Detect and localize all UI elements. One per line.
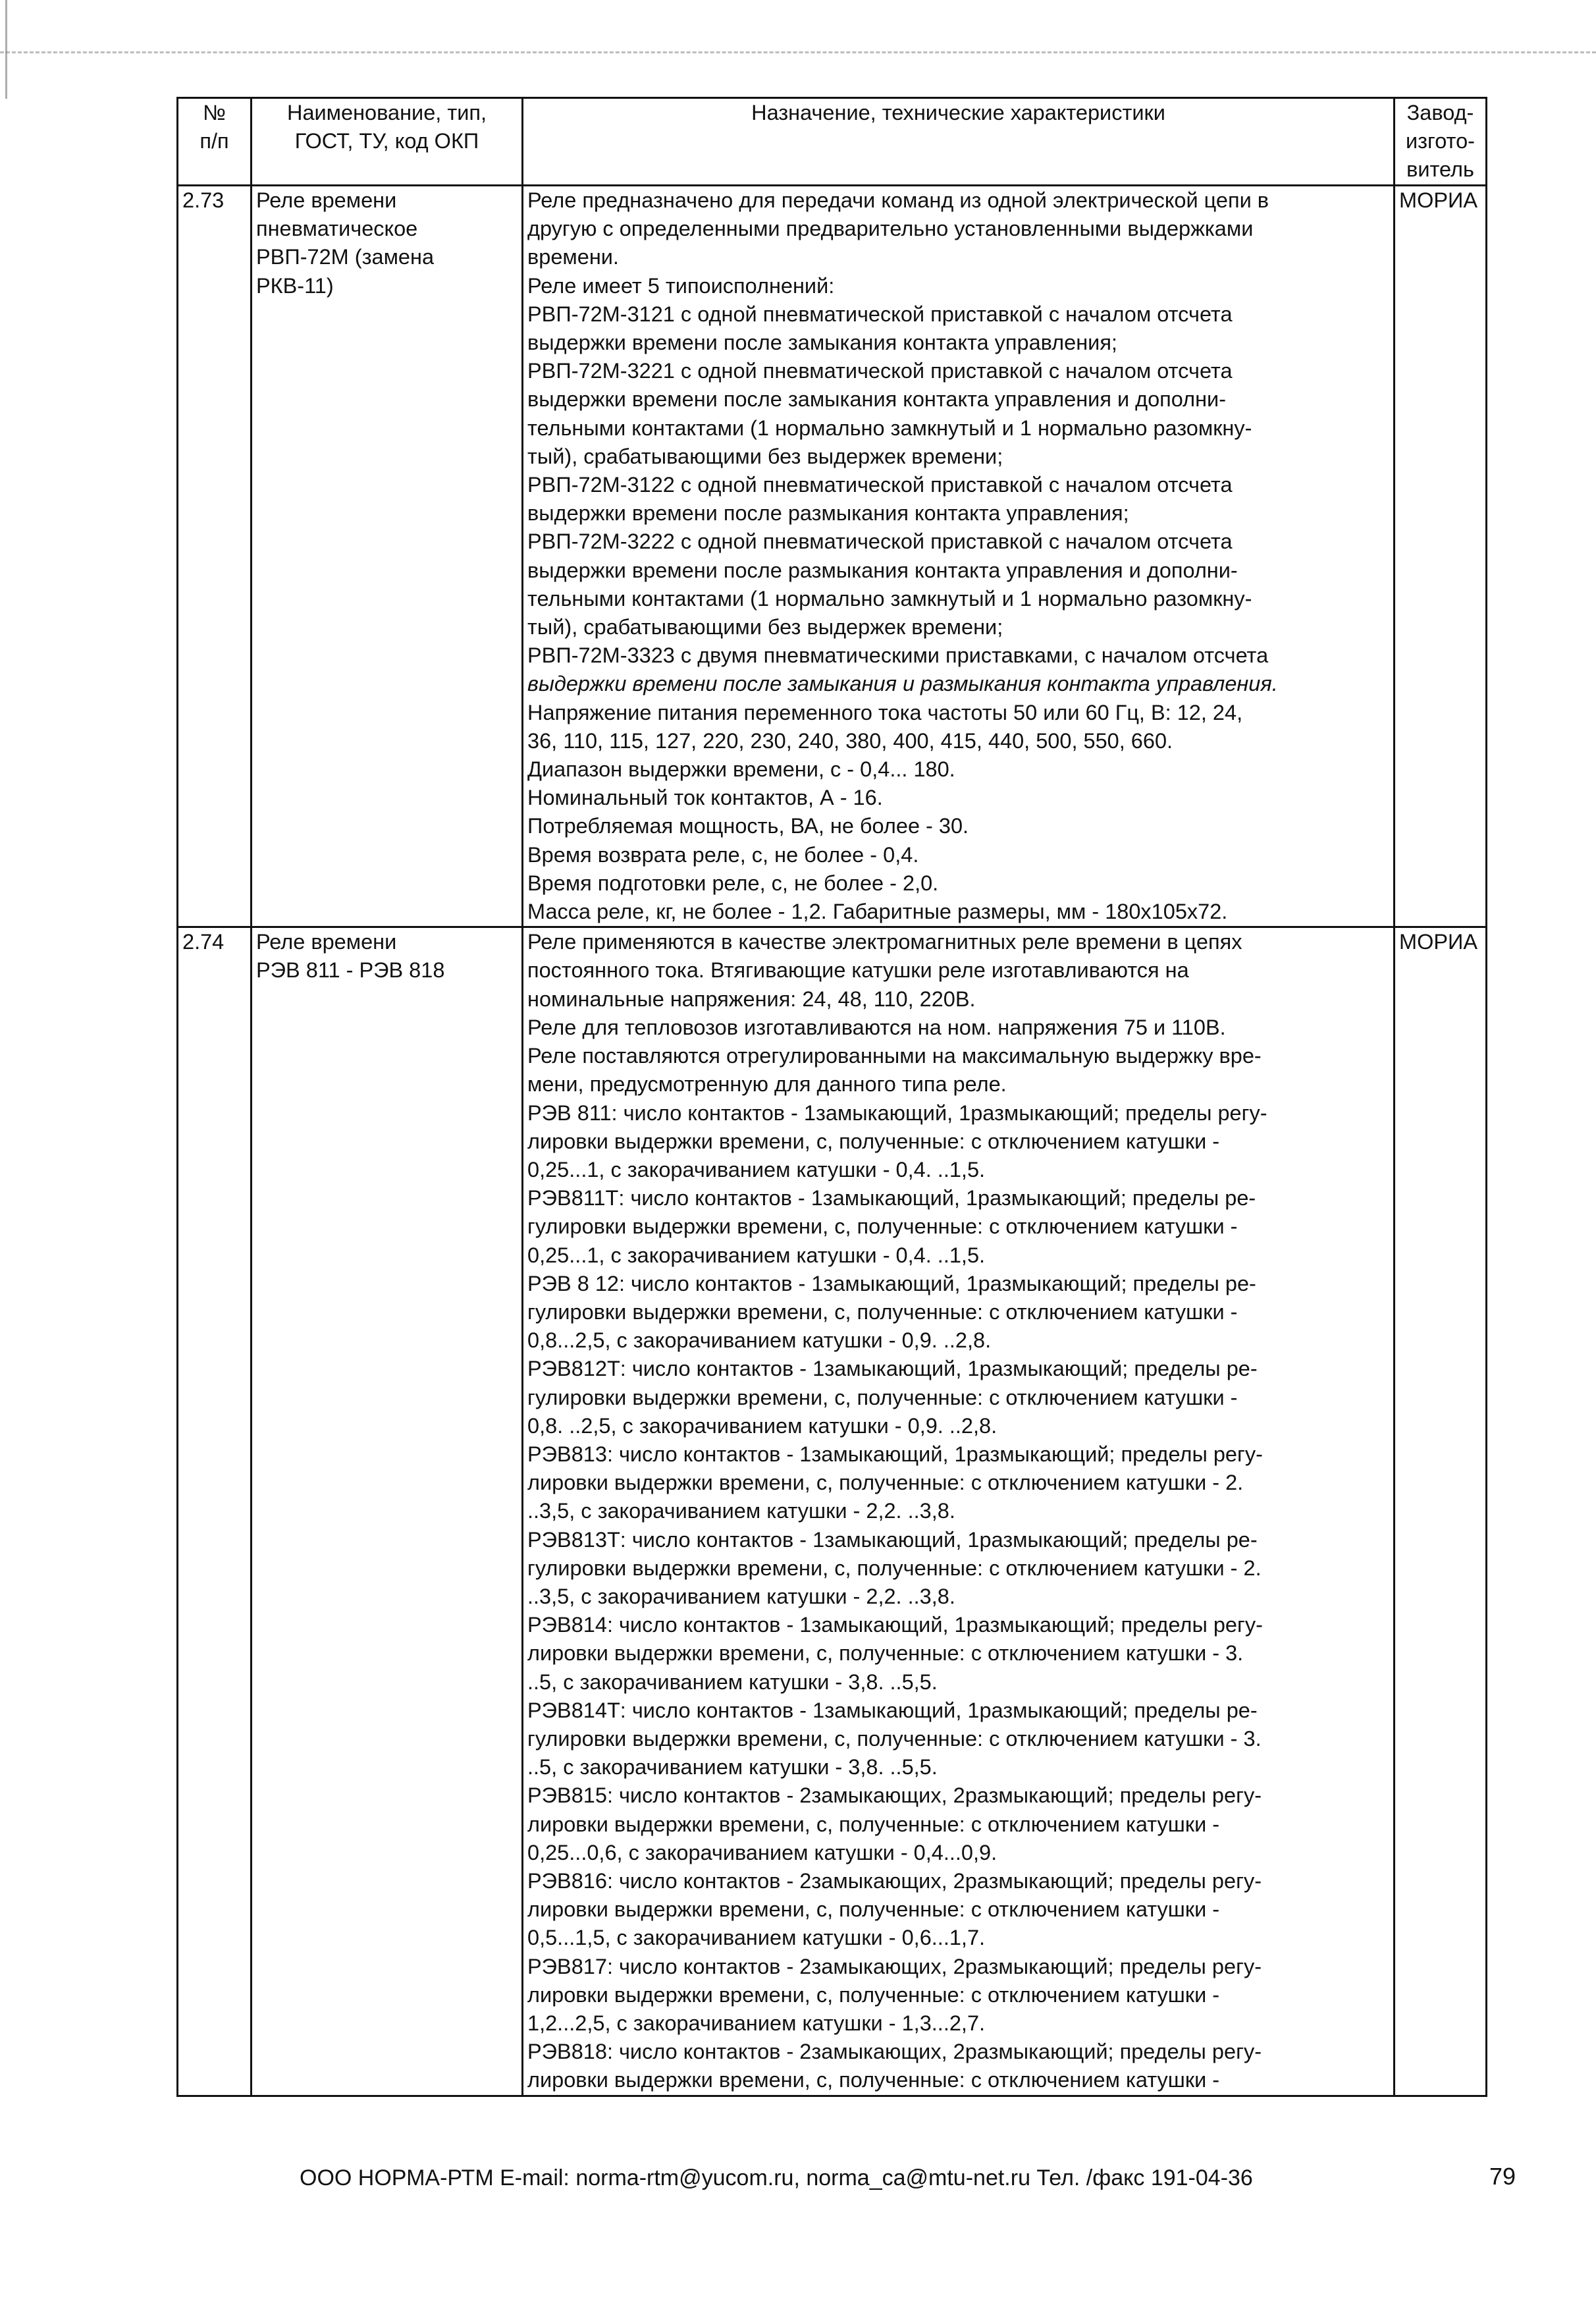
- scan-artifact-edge: [5, 0, 7, 99]
- description-line: тельными контактами (1 нормально замкнутый и 1 нормально разомкну-: [527, 586, 1252, 611]
- description-line: выдержки времени после размыкания контакта управления и дополни-: [527, 558, 1238, 582]
- description-line: лировки выдержки времени, с, полученные: с отключением катушки -: [527, 1897, 1220, 1922]
- page-number: 79: [1489, 2163, 1516, 2190]
- description-line: РЭВ814Т: число контактов - 1замыкающий, 1размыкающий; пределы ре-: [527, 1698, 1258, 1722]
- description-line: лировки выдержки времени, с, полученные: с отключением катушки -: [527, 1982, 1220, 2007]
- row-manufacturer: МОРИА: [1395, 186, 1487, 927]
- description-line: РЭВ817: число контактов - 2замыкающих, 2размыкающий; пределы регу-: [527, 1954, 1262, 1978]
- header-num: № п/п: [178, 98, 252, 186]
- description-line: постоянного тока. Втягивающие катушки реле изготавливаются на: [527, 958, 1189, 983]
- description-line: Потребляемая мощность, ВА, не более - 30.: [527, 814, 969, 838]
- description-line: выдержки времени после замыкания и размыкания контакта управления.: [527, 672, 1278, 696]
- description-line: мени, предусмотренную для данного типа реле.: [527, 1072, 1007, 1097]
- description-line: Время подготовки реле, с, не более - 2,0.: [527, 871, 939, 895]
- description-line: 36, 110, 115, 127, 220, 230, 240, 380, 400, 415, 440, 500, 550, 660.: [527, 728, 1173, 753]
- description-line: Масса реле, кг, не более - 1,2. Габаритные размеры, мм - 180x105x72.: [527, 900, 1228, 924]
- table-row: [178, 927, 1487, 2096]
- description-line: 0,5...1,5, с закорачиванием катушки - 0,6...1,7.: [527, 1926, 986, 1950]
- row-item-name: [252, 927, 523, 2096]
- description-line: РЭВ 8 12: число контактов - 1замыкающий, 1размыкающий; пределы ре-: [527, 1271, 1256, 1295]
- description-line: РЭВ814: число контактов - 1замыкающий, 1размыкающий; пределы регу-: [527, 1613, 1263, 1637]
- header-maker: Завод- изгото- витель: [1395, 98, 1487, 186]
- description-line: Реле для тепловозов изготавливаются на ном. напряжения 75 и 110В.: [527, 1015, 1226, 1039]
- description-line: Реле имеет 5 типоисполнений:: [527, 273, 835, 298]
- header-name: Наименование, тип, ГОСТ, ТУ, код ОКП: [252, 98, 523, 186]
- description-line: гулировки выдержки времени, с, полученные: с отключением катушки -: [527, 1214, 1238, 1239]
- item-name-line: РВП-72М (замена: [256, 245, 435, 269]
- table-row: [178, 186, 1487, 927]
- description-line: тельными контактами (1 нормально замкнутый и 1 нормально разомкну-: [527, 416, 1252, 440]
- description-line: РЭВ813Т: число контактов - 1замыкающий, 1размыкающий; пределы ре-: [527, 1527, 1258, 1552]
- description-line: Напряжение питания переменного тока частоты 50 или 60 Гц, В: 12, 24,: [527, 700, 1243, 724]
- spec-table: [176, 97, 1487, 2097]
- description-line: ..3,5, с закорачиванием катушки - 2,2. ..3,8.: [527, 1584, 955, 1608]
- description-line: выдержки времени после размыкания контакта управления;: [527, 501, 1129, 526]
- description-line: Реле предназначено для передачи команд из одной электрической цепи в: [527, 188, 1269, 212]
- description-line: Диапазон выдержки времени, с - 0,4... 180.: [527, 757, 955, 782]
- description-line: 0,25...1, с закорачиванием катушки - 0,4. ..1,5.: [527, 1157, 986, 1182]
- description-line: гулировки выдержки времени, с, полученные: с отключением катушки - 3.: [527, 1726, 1262, 1751]
- description-line: гулировки выдержки времени, с, полученные: с отключением катушки - 2.: [527, 1556, 1262, 1580]
- scan-artifact-line: [0, 51, 1596, 53]
- description-line: тый), срабатывающими без выдержек времени;: [527, 444, 1003, 468]
- description-line: ..5, с закорачиванием катушки - 3,8. ..5,5.: [527, 1755, 938, 1779]
- description-line: лировки выдержки времени, с, полученные: с отключением катушки - 2.: [527, 1471, 1244, 1495]
- description-line: РВП-72М-3323 с двумя пневматическими приставками, с началом отсчета: [527, 643, 1269, 668]
- item-name-line: РЭВ 811 - РЭВ 818: [256, 958, 445, 983]
- row-description: [523, 186, 1395, 927]
- table-header-row: [178, 98, 1487, 186]
- description-line: РЭВ812Т: число контактов - 1замыкающий, 1размыкающий; пределы ре-: [527, 1357, 1258, 1381]
- row-item-name: [252, 186, 523, 927]
- description-line: гулировки выдержки времени, с, полученные: с отключением катушки -: [527, 1385, 1238, 1409]
- description-line: Реле поставляются отрегулированными на максимальную выдержку вре-: [527, 1044, 1262, 1068]
- item-name-line: РКВ-11): [256, 273, 334, 298]
- description-line: РЭВ818: число контактов - 2замыкающих, 2размыкающий; пределы регу-: [527, 2040, 1262, 2064]
- row-description: [523, 927, 1395, 2096]
- description-line: РЭВ816: число контактов - 2замыкающих, 2размыкающий; пределы регу-: [527, 1868, 1262, 1893]
- description-line: номинальные напряжения: 24, 48, 110, 220В.: [527, 987, 976, 1011]
- description-line: другую с определенными предварительно установленными выдержками: [527, 217, 1254, 241]
- description-line: Время возврата реле, с, не более - 0,4.: [527, 842, 919, 867]
- description-line: лировки выдержки времени, с, полученные: с отключением катушки -: [527, 1129, 1220, 1153]
- description-line: времени.: [527, 245, 619, 269]
- description-line: 0,25...1, с закорачиванием катушки - 0,4. ..1,5.: [527, 1243, 986, 1267]
- row-number: 2.73: [178, 186, 252, 927]
- description-line: лировки выдержки времени, с, полученные: с отключением катушки -: [527, 1812, 1220, 1836]
- row-manufacturer: МОРИА: [1395, 927, 1487, 2096]
- description-line: 0,25...0,6, с закорачиванием катушки - 0,4...0,9.: [527, 1840, 998, 1864]
- item-name-line: Реле времени: [256, 930, 397, 954]
- description-line: гулировки выдержки времени, с, полученные: с отключением катушки -: [527, 1299, 1238, 1324]
- description-line: Реле применяются в качестве электромагнитных реле времени в цепях: [527, 930, 1242, 954]
- description-line: выдержки времени после замыкания контакта управления и дополни-: [527, 387, 1227, 412]
- description-line: выдержки времени после замыкания контакта управления;: [527, 331, 1117, 355]
- description-line: 0,8. ..2,5, с закорачиванием катушки - 0,9. ..2,8.: [527, 1413, 998, 1438]
- description-line: тый), срабатывающими без выдержек времени;: [527, 615, 1003, 639]
- description-line: РЭВ 811: число контактов - 1замыкающий, 1размыкающий; пределы регу-: [527, 1100, 1267, 1125]
- description-line: Номинальный ток контактов, А - 16.: [527, 786, 883, 810]
- description-line: РЭВ811Т: число контактов - 1замыкающий, 1размыкающий; пределы ре-: [527, 1186, 1256, 1210]
- header-purpose: Назначение, технические характеристики: [523, 98, 1395, 186]
- description-line: 0,8...2,5, с закорачиванием катушки - 0,9. ..2,8.: [527, 1328, 992, 1353]
- description-line: РЭВ813: число контактов - 1замыкающий, 1размыкающий; пределы регу-: [527, 1442, 1263, 1466]
- footer-contacts: ООО НОРМА-РТМ E-mail: norma-rtm@yucom.ru, norma_ca@mtu-net.ru Тел. /факс 191-04-36: [300, 2165, 1253, 2190]
- description-line: лировки выдержки времени, с, полученные: с отключением катушки -: [527, 2068, 1220, 2092]
- description-line: лировки выдержки времени, с, полученные: с отключением катушки - 3.: [527, 1641, 1244, 1666]
- item-name-line: пневматическое: [256, 217, 418, 241]
- description-line: ..5, с закорачиванием катушки - 3,8. ..5,5.: [527, 1670, 938, 1694]
- description-line: 1,2...2,5, с закорачиванием катушки - 1,3...2,7.: [527, 2011, 986, 2035]
- description-line: РВП-72М-3122 с одной пневматической приставкой с началом отсчета: [527, 473, 1233, 497]
- description-line: ..3,5, с закорачиванием катушки - 2,2. ..3,8.: [527, 1499, 955, 1523]
- description-line: РВП-72М-3221 с одной пневматической приставкой с началом отсчета: [527, 359, 1233, 383]
- description-line: РВП-72М-3121 с одной пневматической приставкой с началом отсчета: [527, 302, 1233, 326]
- description-line: РЭВ815: число контактов - 2замыкающих, 2размыкающий; пределы регу-: [527, 1783, 1262, 1808]
- row-number: 2.74: [178, 927, 252, 2096]
- item-name-line: Реле времени: [256, 188, 397, 212]
- description-line: РВП-72М-3222 с одной пневматической приставкой с началом отсчета: [527, 530, 1233, 554]
